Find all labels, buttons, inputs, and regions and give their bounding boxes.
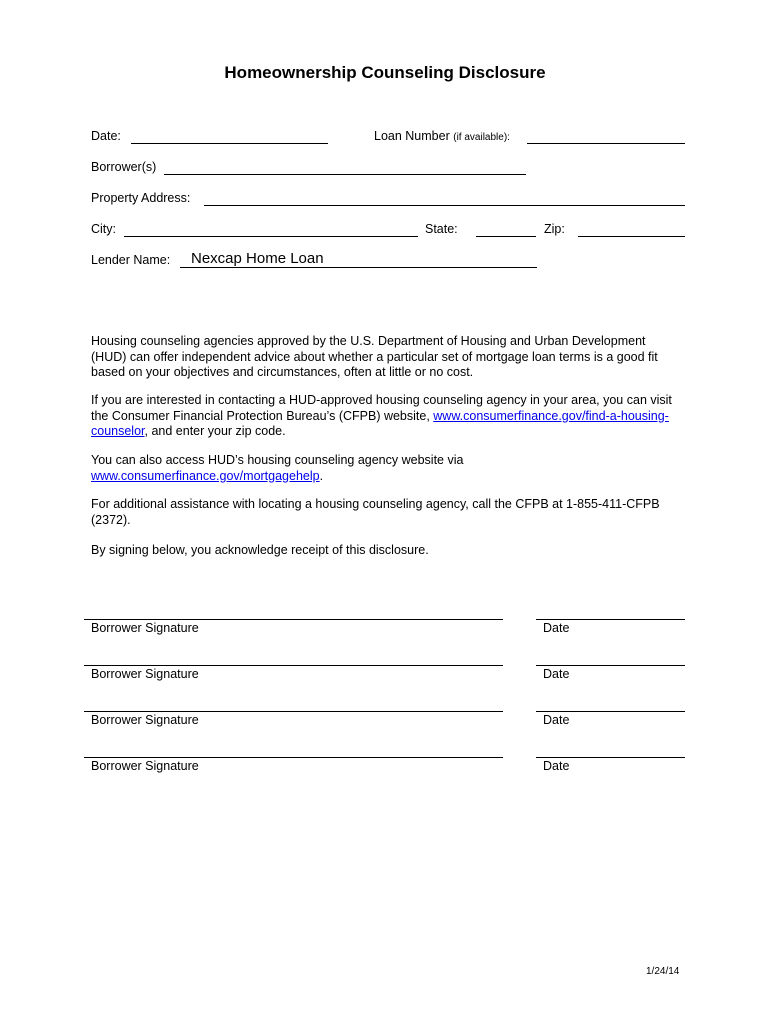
paragraph-hud-website [91, 453, 681, 484]
signature-date-line[interactable] [536, 757, 685, 758]
paragraph-hud-text-end: . [319, 468, 324, 483]
borrower-signature-line[interactable] [84, 711, 503, 712]
paragraph-hud-text: You can also access HUD’s housing counseling agency website via [91, 453, 464, 467]
signature-date-label: Date [543, 621, 570, 635]
borrower-signature-line[interactable] [84, 757, 503, 758]
date-field[interactable] [131, 143, 328, 144]
borrower-signature-line[interactable] [84, 619, 503, 620]
signature-date-line[interactable] [536, 711, 685, 712]
signature-date-label: Date [543, 713, 570, 727]
paragraph-cfpb-text-end: , and enter your zip code. [144, 424, 286, 438]
lender-name-value: Nexcap Home Loan [191, 250, 324, 267]
paragraph-hud-agencies: Housing counseling agencies approved by the U.S. Department of Housing and Urban Development (HUD) can offer independent advice about whether a particular set of mortgage loan terms is a good fit based on your objectives and circumstances, often at little or no cost. [91, 334, 658, 379]
borrowers-label: Borrower(s) [91, 160, 157, 174]
city-field[interactable] [124, 236, 418, 237]
loan-number-label [374, 129, 510, 143]
borrower-signature-label: Borrower Signature [91, 759, 199, 773]
lender-name-label: Lender Name: [91, 253, 171, 267]
borrower-signature-label: Borrower Signature [91, 713, 199, 727]
page-title: Homeownership Counseling Disclosure [224, 63, 546, 82]
signature-date-label: Date [543, 667, 570, 681]
property-address-field[interactable] [204, 205, 685, 206]
borrowers-field[interactable] [164, 174, 526, 175]
paragraph-acknowledge: By signing below, you acknowledge receipt of this disclosure. [91, 543, 429, 557]
loan-number-label-text: Loan Number [374, 129, 450, 143]
paragraph-cfpb-text: If you are interested in contacting a HUD-approved housing counseling agency in your area, you can visit the Consumer Financial Protection Bureau’s (CFPB) website, [91, 393, 672, 423]
mortgage-help-link[interactable]: www.consumerfinance.gov/mortgagehelp [91, 468, 320, 483]
paragraph-additional-assistance: For additional assistance with locating a housing counseling agency, call the CFPB at 1-855-411-CFPB (2372). [91, 497, 660, 527]
date-label: Date: [91, 129, 121, 143]
borrower-signature-label: Borrower Signature [91, 667, 199, 681]
signature-date-line[interactable] [536, 665, 685, 666]
city-label: City: [91, 222, 116, 236]
loan-number-note: (if available): [453, 132, 510, 143]
state-field[interactable] [476, 236, 536, 237]
property-address-label: Property Address: [91, 191, 191, 205]
version-date: 1/24/14 [646, 966, 680, 977]
signature-date-line[interactable] [536, 619, 685, 620]
borrower-signature-line[interactable] [84, 665, 503, 666]
find-housing-counselor-link[interactable]: www.consumerfinance.gov/find-a-housing-counselor [91, 408, 669, 438]
zip-label: Zip: [544, 222, 565, 236]
paragraph-cfpb-website [91, 393, 681, 440]
borrower-signature-label: Borrower Signature [91, 621, 199, 635]
signature-date-label: Date [543, 759, 570, 773]
zip-field[interactable] [578, 236, 685, 237]
lender-name-field[interactable] [180, 267, 537, 268]
loan-number-field[interactable] [527, 143, 685, 144]
state-label: State: [425, 222, 458, 236]
